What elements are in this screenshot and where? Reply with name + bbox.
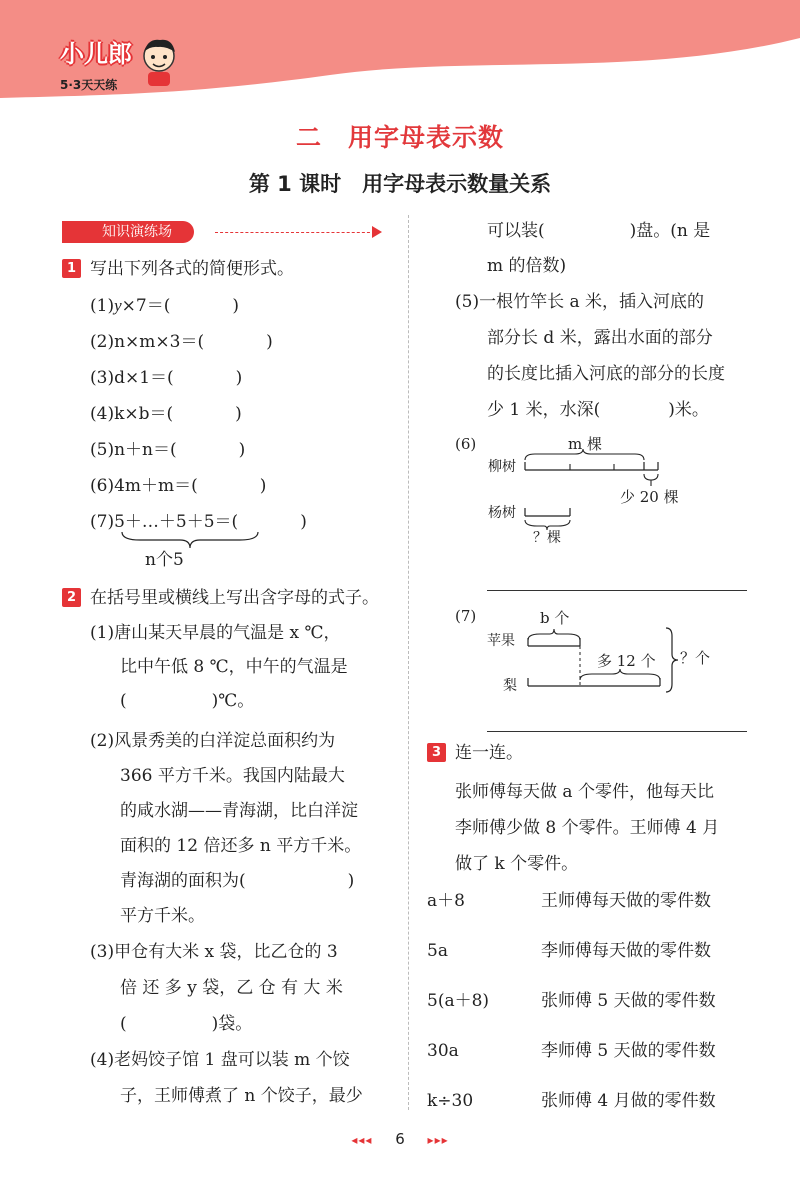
q1-prompt: 写出下列各式的简便形式。	[90, 259, 294, 279]
q2-p5-line2: 部分长 d 米，露出水面的部分	[487, 328, 713, 348]
q2-p6-answer-line	[487, 590, 747, 591]
q2-p6-less: 少 20 棵	[620, 488, 679, 506]
q3-text-line2: 李师傅少做 8 个零件。王师傅 4 月	[455, 818, 720, 838]
q2-p7-answer-line	[487, 731, 747, 732]
q2-p7-b: b 个	[540, 609, 570, 627]
q2-p4-line1: (4)老妈饺子馆 1 盘可以装 m 个饺	[90, 1050, 350, 1070]
q2-p6-q: ？棵	[533, 530, 561, 546]
brand-logo: 小儿郎	[60, 40, 132, 68]
q2-p7-diagram	[520, 620, 685, 700]
q2-p2-line3: 的咸水湖——青海湖，比白洋淀	[120, 801, 358, 821]
q3-left-3[interactable]: 5(a＋8)	[427, 991, 490, 1011]
q2-p4-line2: 子，王师傅煮了 n 个饺子，最少	[120, 1086, 363, 1106]
q1-item-2: (2)n×m×3＝( )	[90, 332, 273, 352]
q3-left-5[interactable]: k÷30	[427, 1091, 474, 1111]
dash-arrow-icon	[372, 226, 382, 238]
q1-brace-label: n个5	[145, 550, 184, 570]
q3-right-4[interactable]: 李师傅 5 天做的零件数	[541, 1041, 716, 1061]
page-number: 6	[395, 1130, 405, 1148]
q2-p4-line4: m 的倍数)	[487, 256, 567, 276]
q3-text-line3: 做了 k 个零件。	[455, 854, 579, 874]
q1-underbrace	[120, 530, 260, 550]
q2-p2-line5: 青海湖的面积为( )	[120, 871, 355, 891]
q2-p2-line6: 平方千米。	[120, 906, 205, 926]
q3-text-line1: 张师傅每天做 a 个零件，他每天比	[455, 782, 714, 802]
q2-p6-label: (6)	[455, 435, 477, 453]
q1-item-6: (6)4m＋m＝( )	[90, 476, 267, 496]
q2-p6-diagram	[520, 448, 670, 538]
q3-right-2[interactable]: 李师傅每天做的零件数	[541, 941, 711, 961]
page-footer	[0, 1130, 800, 1148]
q1-item-7: (7)5＋…＋5＋5＝( )	[90, 512, 307, 532]
section-label: 知识演练场	[62, 221, 194, 243]
q2-p4-line3: 可以装( )盘。(n 是	[487, 221, 711, 241]
q2-p7-apple: 苹果	[487, 633, 515, 649]
header-band	[0, 0, 800, 110]
q2-p2-line1: (2)风景秀美的白洋淀总面积约为	[90, 731, 336, 751]
q2-p5-line4: 少 1 米，水深( )米。	[487, 400, 709, 420]
q2-p5-line1: (5)一根竹竿长 a 米，插入河底的	[455, 292, 705, 312]
lesson-title: 第 1 课时 用字母表示数量关系	[248, 172, 552, 196]
q3-prompt: 连一连。	[455, 743, 523, 763]
column-divider	[408, 215, 409, 1110]
q2-p6-willow: 柳树	[488, 459, 516, 475]
q1-item-4: (4)k×b＝( )	[90, 404, 242, 424]
chapter-title: 二 用字母表示数	[295, 123, 504, 152]
q2-p7-label: (7)	[455, 607, 477, 625]
q2-p7-total: ？个	[680, 649, 711, 667]
section-dashed-line	[215, 232, 375, 233]
footer-left-arrows: ◂◂◂	[351, 1133, 373, 1147]
q2-p1-line1: (1)唐山某天早晨的气温是 x ℃，	[90, 623, 341, 643]
q2-p3-line2: 倍 还 多 y 袋，乙 仓 有 大 米	[120, 978, 343, 998]
q1-item-3: (3)d×1＝( )	[90, 368, 243, 388]
q1-number: 1	[62, 259, 81, 278]
q3-left-2[interactable]: 5a	[427, 941, 448, 961]
q2-p5-line3: 的长度比插入河底的部分的长度	[487, 364, 725, 384]
q2-prompt: 在括号里或横线上写出含字母的式子。	[90, 588, 379, 608]
q2-p6-poplar: 杨树	[488, 505, 516, 521]
q1-item-5: (5)n＋n＝( )	[90, 440, 246, 460]
q3-right-5[interactable]: 张师傅 4 月做的零件数	[541, 1091, 716, 1111]
q2-p1-line3: ( )℃。	[120, 691, 255, 711]
q3-left-4[interactable]: 30a	[427, 1041, 459, 1061]
q2-p2-line4: 面积的 12 倍还多 n 平方千米。	[120, 836, 362, 856]
q2-number: 2	[62, 588, 81, 607]
q3-right-1[interactable]: 王师傅每天做的零件数	[541, 891, 711, 911]
q3-left-1[interactable]: a＋8	[427, 891, 465, 911]
q2-p3-line1: (3)甲仓有大米 x 袋，比乙仓的 3	[90, 942, 338, 962]
q1-item-1: (1)y×7＝( )	[90, 296, 239, 316]
footer-right-arrows: ▸▸▸	[427, 1133, 449, 1147]
brand-sub: 5·3天天练	[60, 78, 118, 92]
q2-p3-line3: ( )袋。	[120, 1014, 253, 1034]
q3-right-3[interactable]: 张师傅 5 天做的零件数	[541, 991, 716, 1011]
mascot-icon	[138, 34, 180, 88]
q3-number: 3	[427, 743, 446, 762]
q2-p7-more: 多 12 个	[597, 652, 656, 670]
q2-p2-line2: 366 平方千米。我国内陆最大	[120, 766, 345, 786]
q2-p7-pear: 梨	[503, 678, 517, 694]
q2-p1-line2: 比中午低 8 ℃，中午的气温是	[120, 657, 348, 677]
q2-p6-m-trees: m 棵	[568, 435, 602, 453]
